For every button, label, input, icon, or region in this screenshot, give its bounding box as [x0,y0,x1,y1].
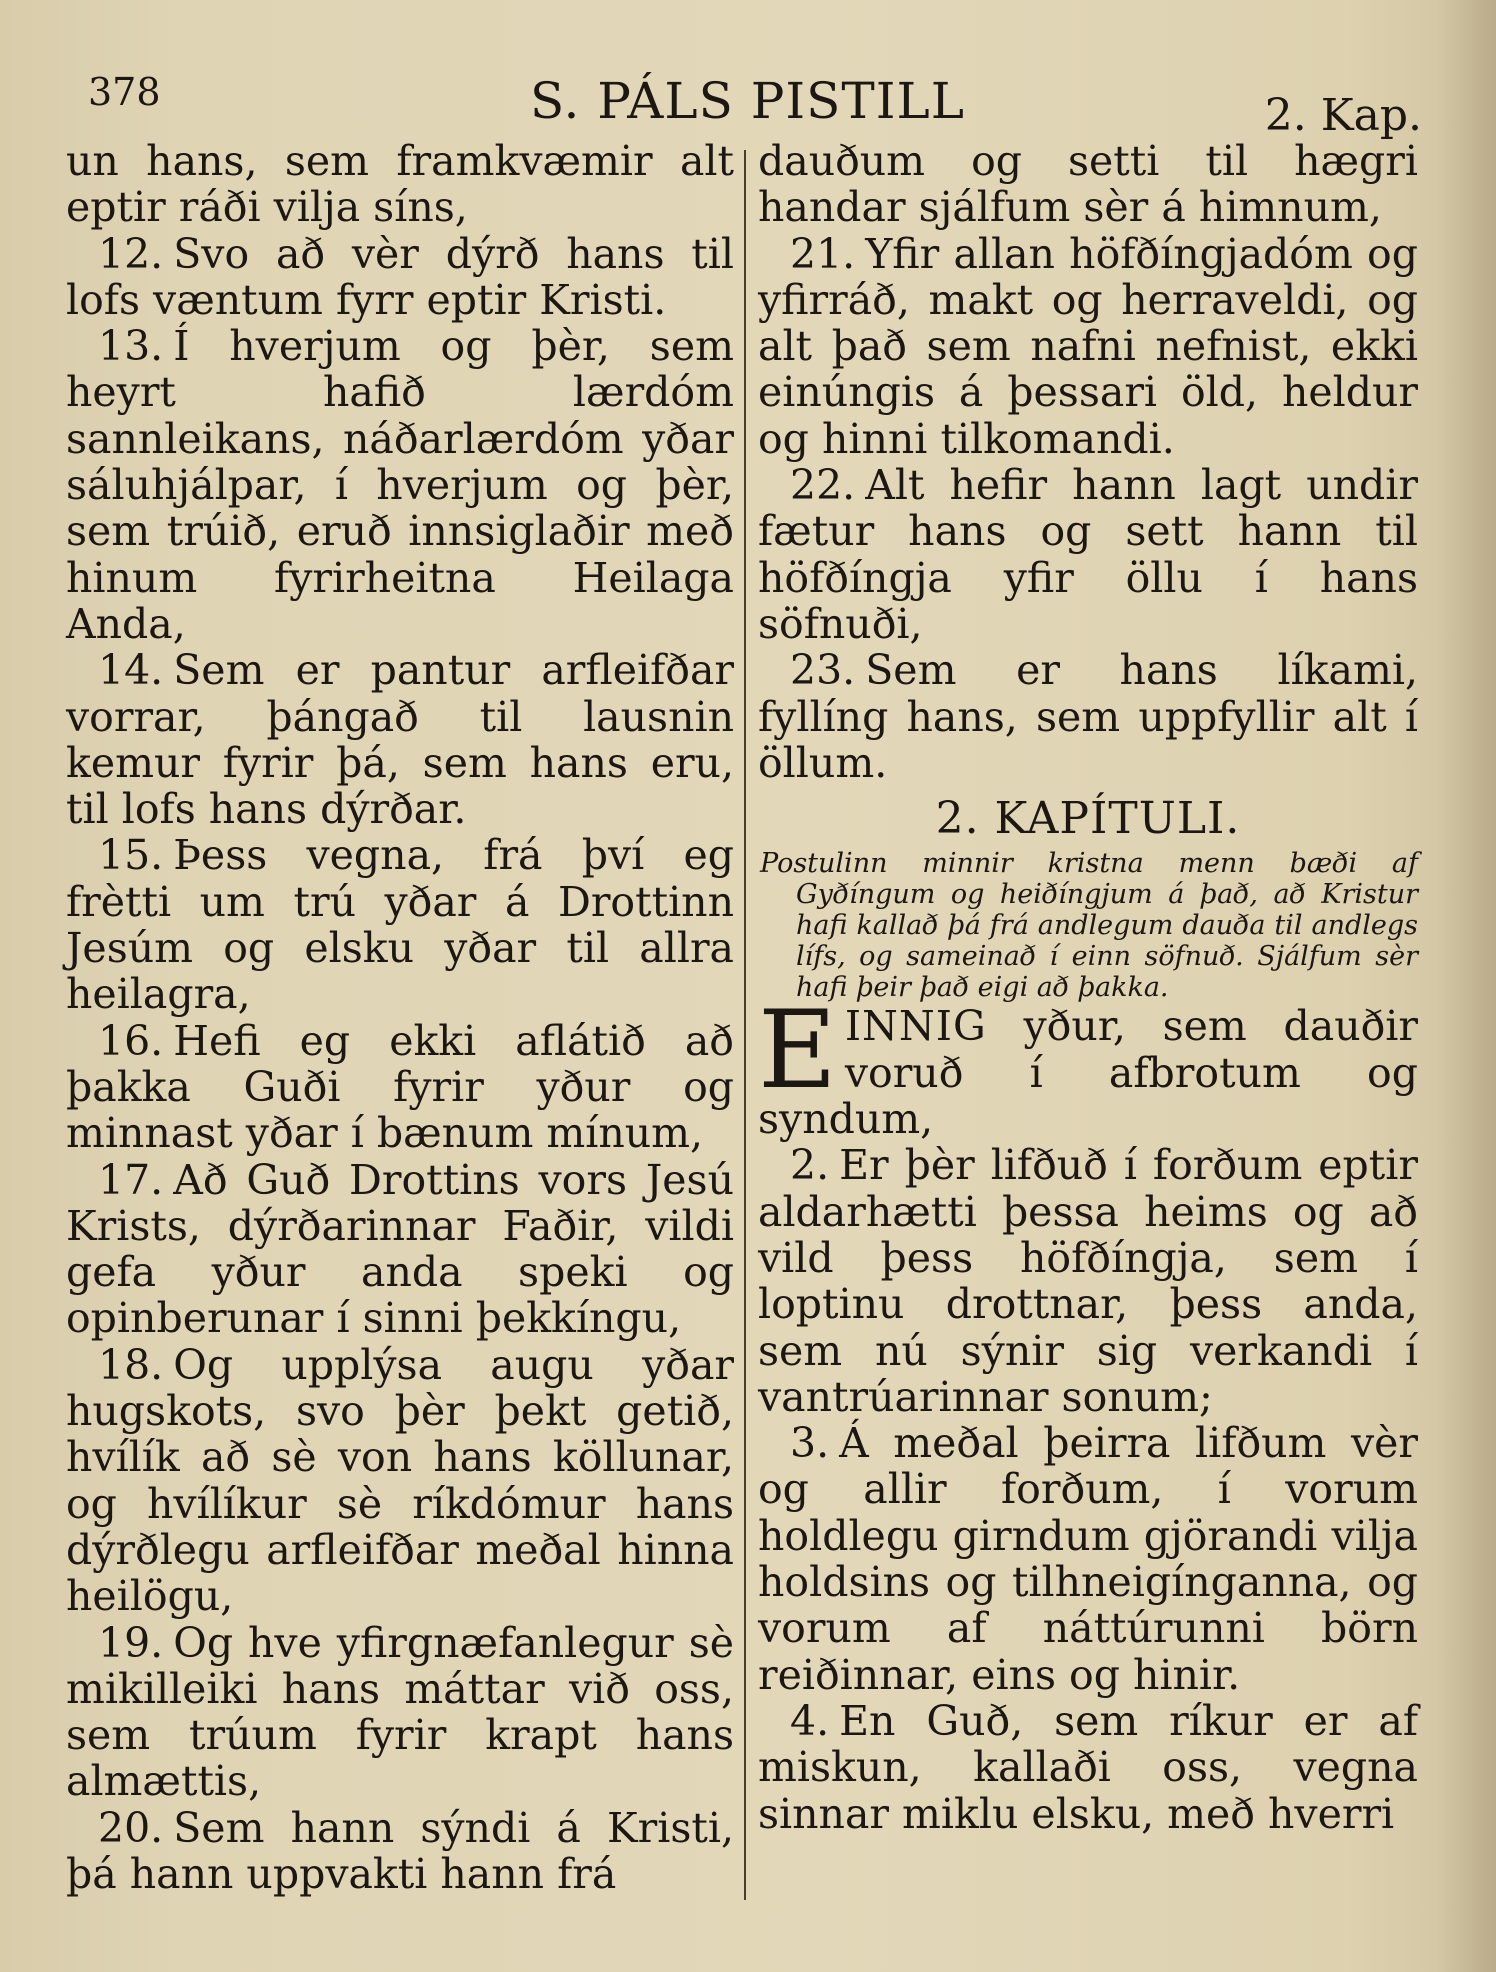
verse-text: Og upplýsa augu yðar hugskots, svo þèr þekt getið, hvílík að sè von hans köllunar, og hvílíkur sè ríkdómur hans dýrðlegu arfleifðar meðal hinna heilögu, [66,1340,734,1621]
verse-number: 16. [98,1016,164,1065]
right-column [758,138,1418,1837]
verse-paragraph [66,832,734,1017]
verse-number: 3. [790,1419,830,1468]
right-column-verses-top [758,138,1418,786]
page-header [82,70,1422,140]
verse-paragraph [758,647,1418,786]
verse-paragraph [66,1342,734,1620]
verse-text: un hans, sem framkvæmir alt eptir ráði vilja síns, [66,137,734,232]
verse-text: Í hverjum og þèr, sem heyrt hafið lærdóm sannleikans, náðarlærdóm yðar sáluhjálpar, í hverjum og þèr, sem trúið, eruð innsiglaðir með hinum fyrirheitna Heilaga Anda, [66,322,734,648]
verse-number: 20. [98,1803,164,1852]
chapter-heading: 2. KAPÍTULI. [935,793,1241,845]
verse-paragraph [66,1157,734,1342]
continued-paragraph [758,138,1418,231]
verse-text: Svo að vèr dýrð hans til lofs væntum fyrr eptir Kristi. [66,229,734,324]
chapter-summary: Postulinn minnir kristna menn bæði af Gyðíngum og heiðíngjum á það, að Kristur hafi kallað þá frá andlegum dauða til andlegs lífs, og sameinað í einn söfnuð. Sjálfum sèr hafi þeir það eigi að þakka. [760,848,1418,1004]
running-title: S. PÁLS PISTILL [530,72,965,130]
verse-text: Er þèr lifðuð í forðum eptir aldarhætti þessa heims og að vild þess höfðíngja, sem í loptinu drottnar, þess anda, sem nú sýnir sig verkandi í vantrúarinnar sonum; [758,1141,1418,1421]
verse-text: dauðum og setti til hægri handar sjálfum sèr á himnum, [758,137,1418,232]
verse-paragraph [758,1698,1418,1837]
verse-text: Þess vegna, frá því eg frètti um trú yðar á Drottinn Jesúm og elsku yðar til allra heilagra, [66,831,734,1019]
verse-text: Hefi eg ekki aflátið að þakka Guði fyrir yður og minnast yðar í bænum mínum, [66,1016,734,1158]
verse-number: 18. [98,1340,164,1389]
page-number: 378 [88,70,161,114]
verse-number: 19. [98,1618,164,1667]
verse-paragraph [66,1018,734,1157]
verse-paragraph [66,647,734,832]
verse-number: 21. [790,229,856,278]
verse-text: Og hve yfirgnæfanlegur sè mikilleiki hans máttar við oss, sem trúum fyrir krapt hans almættis, [66,1618,734,1806]
verse-paragraph [758,462,1418,647]
verse-number: 17. [98,1155,164,1204]
verse-number: 2. [790,1141,830,1190]
verse-paragraph [66,1805,734,1898]
verse-text: En Guð, sem ríkur er af miskun, kallaði oss, vegna sinnar miklu elsku, með hverri [758,1696,1418,1838]
chapter-reference: 2. Kap. [1264,90,1422,141]
verse-text: Sem hann sýndi á Kristi, þá hann uppvakti hann frá [66,1803,734,1898]
verse-number: 15. [98,831,164,880]
verse-number: 12. [98,229,164,278]
verse-paragraph [66,231,734,324]
verse-number: 13. [98,322,164,371]
right-column-verses-bottom [758,1142,1418,1836]
continued-paragraph [66,138,734,231]
verse-number: 23. [790,646,856,695]
verse-text: Yfir allan höfðíngjadóm og yfirráð, makt og herraveldi, og alt það sem nafni nefnist, ekki einúngis á þessari öld, heldur og hinni tilkomandi. [758,229,1418,463]
verse-text: Sem er hans líkami, fyllíng hans, sem uppfyllir alt í öllum. [758,646,1418,787]
drop-cap: E [758,988,837,1114]
column-divider [744,150,746,1900]
verse-text: Á meðal þeirra lifðum vèr og allir forðum, í vorum holdlegu girndum gjörandi vilja holdsins og tilhneigínganna, og vorum af náttúrunni börn reiðinnar, eins og hinir. [758,1419,1418,1699]
verse-paragraph [66,323,734,647]
verse-paragraph [66,1620,734,1805]
verse-paragraph [758,231,1418,462]
verse-paragraph [758,1142,1418,1420]
opening-text: yður, sem dauðir voruð í afbrotum og syndum, [758,1002,1418,1144]
opening-caps: INNIG [844,1002,987,1051]
chapter-opening [758,988,1418,1144]
verse-number: 4. [790,1696,830,1745]
verse-text: Alt hefir hann lagt undir fætur hans og sett hann til höfðíngja yfir öllu í hans söfnuði, [758,461,1418,648]
verse-paragraph [758,1420,1418,1698]
left-column [66,138,734,1897]
verse-text: Að Guð Drottins vors Jesú Krists, dýrðarinnar Faðir, vildi gefa yður anda speki og opinberunar í sinni þekkíngu, [66,1155,734,1343]
verse-number: 22. [790,461,856,510]
verse-text: Sem er pantur arfleifðar vorrar, þángað til lausnin kemur fyrir þá, sem hans eru, til lofs hans dýrðar. [66,646,734,834]
verse-number: 14. [98,646,164,695]
